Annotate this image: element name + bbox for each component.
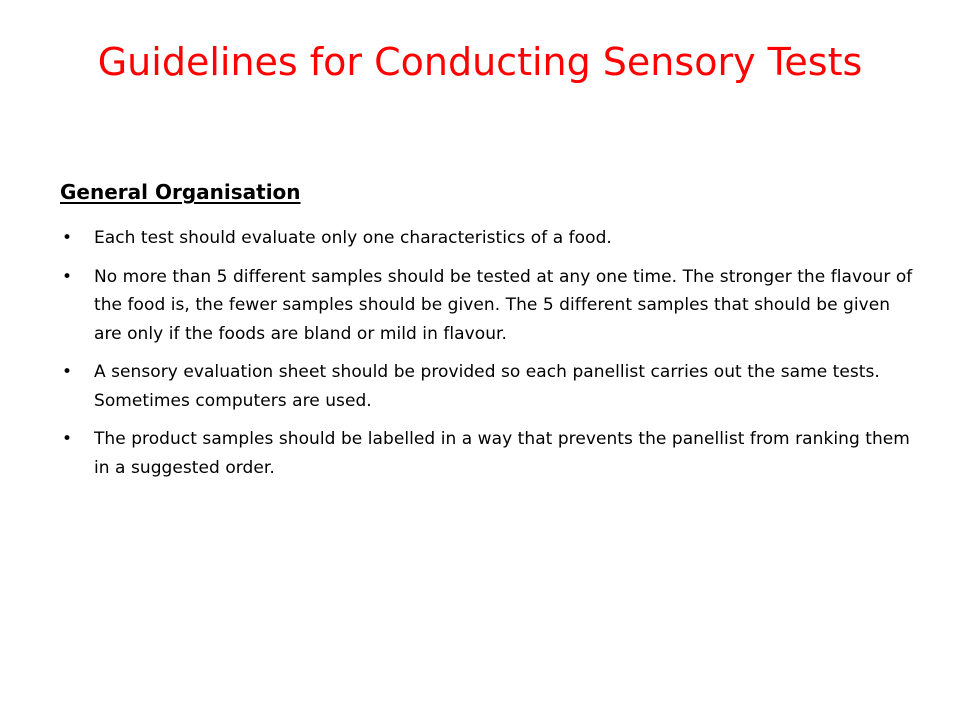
list-item [60, 425, 920, 482]
bullet-icon: • [62, 266, 73, 287]
bullet-text: No more than 5 different samples should be tested at any one time. The stronger the flavour of the food is, the fewer samples should be given. The 5 different samples that should be given are only if the foods are bland or mild in flavour. [94, 266, 913, 344]
bullet-icon: • [62, 429, 73, 449]
bullet-icon: • [62, 362, 73, 382]
slide-title: Guidelines for Conducting Sensory Tests [97, 40, 863, 84]
bullet-list [60, 224, 920, 492]
bullet-text: The product samples should be labelled in a way that prevents the panellist from ranking them in a suggested order. [94, 429, 910, 478]
list-item [60, 224, 920, 253]
bullet-text: A sensory evaluation sheet should be provided so each panellist carries out the same tests. Sometimes computers are used. [94, 362, 880, 411]
bullet-text: Each test should evaluate only one characteristics of a food. [94, 228, 612, 248]
list-item [60, 358, 920, 415]
section-heading: General Organisation [60, 180, 301, 204]
list-item [60, 263, 920, 349]
bullet-icon: • [62, 228, 73, 248]
